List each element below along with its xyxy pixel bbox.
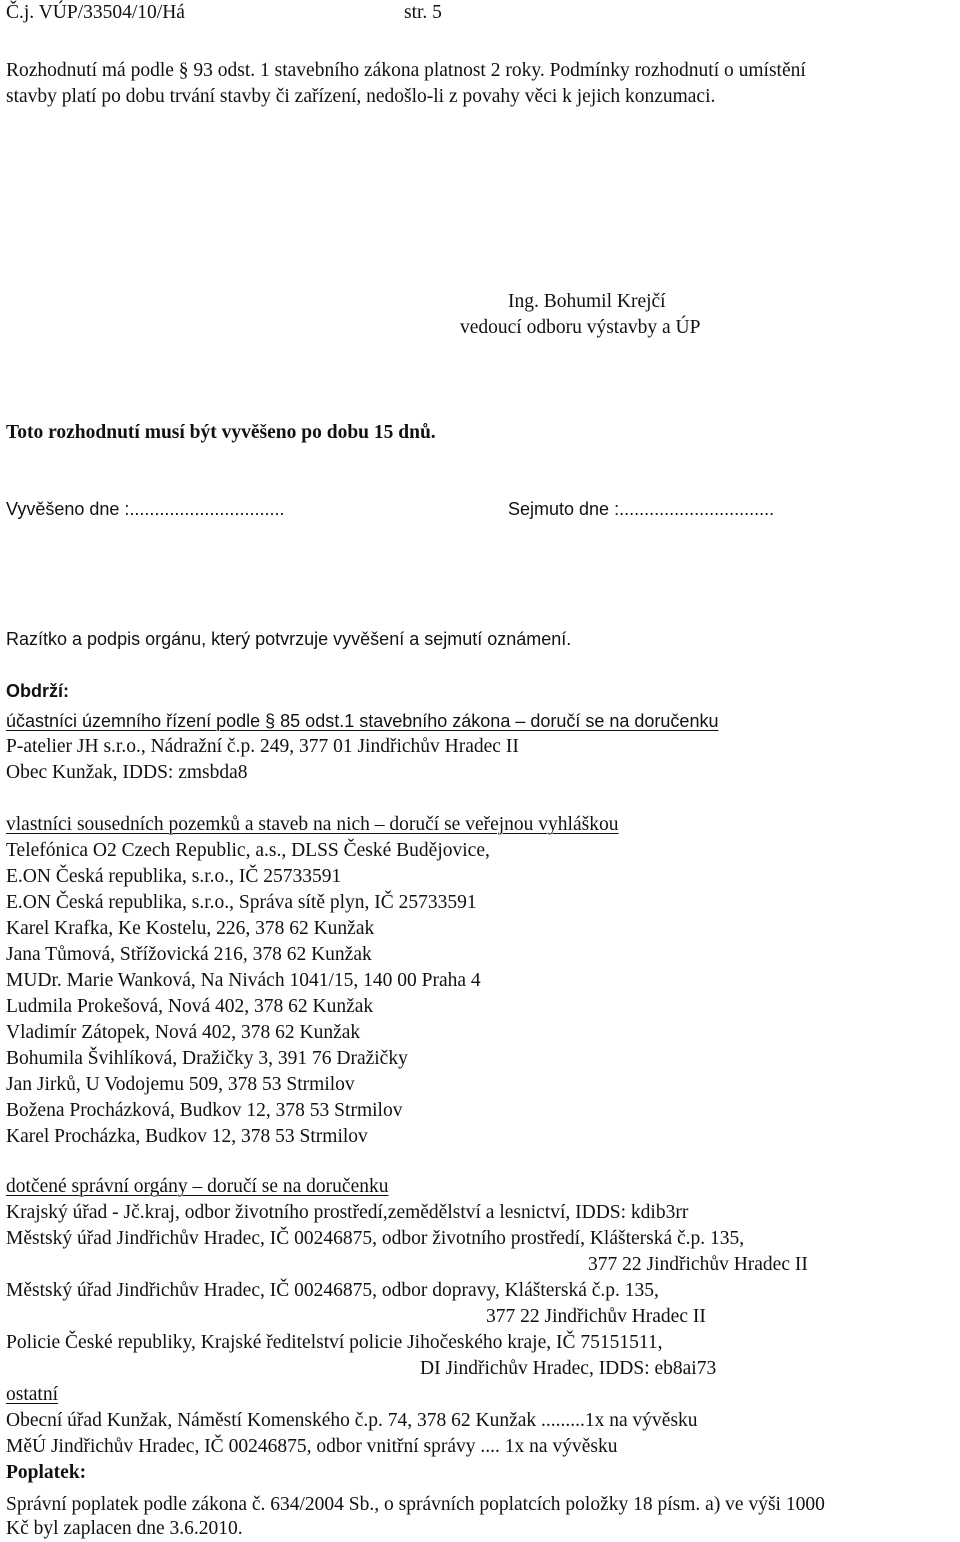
list-item: Bohumila Švihlíková, Dražičky 3, 391 76 Dražičky — [6, 1048, 408, 1069]
list-item: Božena Procházková, Budkov 12, 378 53 Strmilov — [6, 1100, 403, 1121]
validity-line-1: Rozhodnutí má podle § 93 odst. 1 stavebního zákona platnost 2 roky. Podmínky rozhodnutí o umístění — [6, 60, 806, 81]
removed-date-field: Sejmuto dne :............................... — [508, 499, 775, 519]
list-item: Městský úřad Jindřichův Hradec, IČ 00246875, odbor dopravy, Klášterská č.p. 135, — [6, 1280, 659, 1301]
list-item: E.ON Česká republika, s.r.o., IČ 25733591 — [6, 866, 342, 887]
participants-title: účastníci územního řízení podle § 85 odst.1 stavebního zákona – doručí se na doručenku — [6, 711, 719, 731]
list-item: Jana Tůmová, Střížovická 216, 378 62 Kunžak — [6, 944, 372, 965]
list-item: Obec Kunžak, IDDS: zmsbda8 — [6, 762, 248, 783]
list-item-continuation: DI Jindřichův Hradec, IDDS: eb8ai73 — [420, 1358, 717, 1379]
list-item: MUDr. Marie Wanková, Na Nivách 1041/15, 140 00 Praha 4 — [6, 970, 481, 991]
signatory-role: vedoucí odboru výstavby a ÚP — [460, 317, 701, 338]
posting-notice: Toto rozhodnutí musí být vyvěšeno po dobu 15 dnů. — [6, 422, 436, 443]
fee-heading: Poplatek: — [6, 1462, 87, 1483]
signatory-name: Ing. Bohumil Krejčí — [508, 291, 666, 312]
list-item: P-atelier JH s.r.o., Nádražní č.p. 249, 377 01 Jindřichův Hradec II — [6, 736, 519, 757]
list-item: MěÚ Jindřichův Hradec, IČ 00246875, odbor vnitřní správy .... 1x na vývěsku — [6, 1436, 618, 1457]
recipients-heading: Obdrží: — [6, 681, 69, 701]
owners-title: vlastníci sousedních pozemků a staveb na nich – doručí se veřejnou vyhláškou — [6, 814, 619, 835]
list-item: Vladimír Zátopek, Nová 402, 378 62 Kunžak — [6, 1022, 361, 1043]
list-item: Městský úřad Jindřichův Hradec, IČ 00246875, odbor životního prostředí, Klášterská č.p. 135, — [6, 1228, 745, 1249]
list-item: Policie České republiky, Krajské ředitelství policie Jihočeského kraje, IČ 75151511, — [6, 1332, 663, 1353]
list-item: Karel Krafka, Ke Kostelu, 226, 378 62 Kunžak — [6, 918, 375, 939]
page-number: str. 5 — [404, 2, 442, 23]
list-item: Obecní úřad Kunžak, Náměstí Komenského č.p. 74, 378 62 Kunžak .........1x na vývěsku — [6, 1410, 698, 1431]
authorities-title: dotčené správní orgány – doručí se na doručenku — [6, 1176, 389, 1197]
stamp-note: Razítko a podpis orgánu, který potvrzuje vyvěšení a sejmutí oznámení. — [6, 629, 572, 649]
list-item-continuation: 377 22 Jindřichův Hradec II — [486, 1306, 706, 1327]
fee-line-2: Kč byl zaplacen dne 3.6.2010. — [6, 1518, 243, 1539]
list-item: Ludmila Prokešová, Nová 402, 378 62 Kunžak — [6, 996, 374, 1017]
list-item: E.ON Česká republika, s.r.o., Správa sítě plyn, IČ 25733591 — [6, 892, 477, 913]
list-item: Krajský úřad - Jč.kraj, odbor životního prostředí,zemědělství a lesnictví, IDDS: kdib3rr — [6, 1202, 689, 1223]
posted-date-field: Vyvěšeno dne :............................... — [6, 499, 285, 519]
other-title: ostatní — [6, 1384, 58, 1405]
fee-line-1: Správní poplatek podle zákona č. 634/2004 Sb., o správních poplatcích položky 18 písm. a) ve výši 1000 — [6, 1494, 825, 1515]
list-item: Karel Procházka, Budkov 12, 378 53 Strmilov — [6, 1126, 368, 1147]
validity-line-2: stavby platí po dobu trvání stavby či zařízení, nedošlo-li z povahy věci k jejich konzumaci. — [6, 86, 716, 107]
list-item: Jan Jirků, U Vodojemu 509, 378 53 Strmilov — [6, 1074, 355, 1095]
reference-number: Č.j. VÚP/33504/10/Há — [6, 2, 185, 23]
list-item: Telefónica O2 Czech Republic, a.s., DLSS České Budějovice, — [6, 840, 490, 861]
list-item-continuation: 377 22 Jindřichův Hradec II — [588, 1254, 808, 1275]
